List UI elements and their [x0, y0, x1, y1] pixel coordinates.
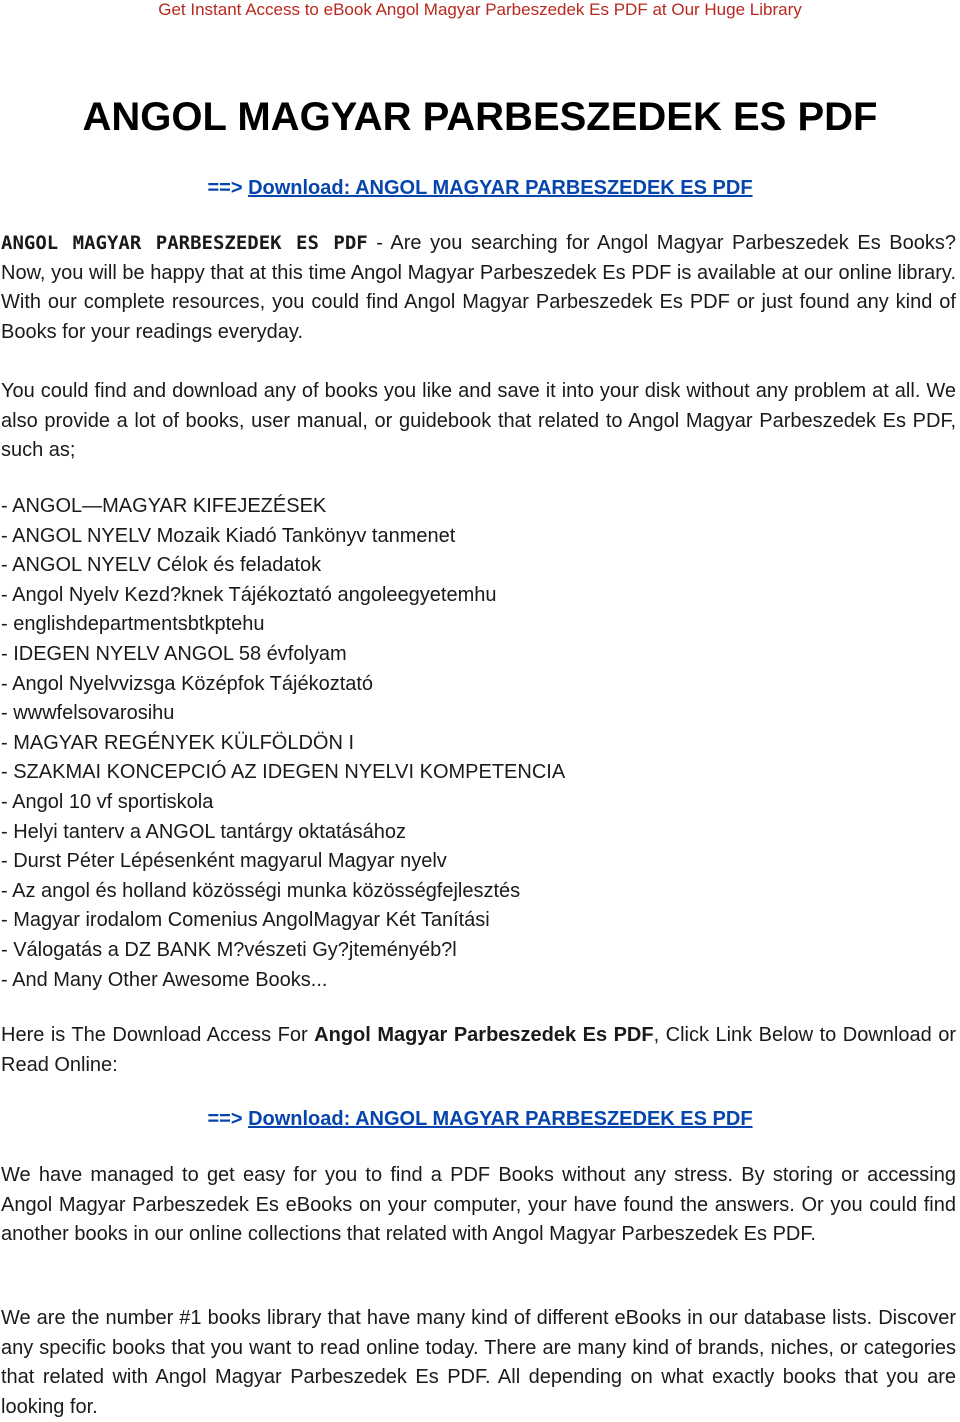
- access-book-name: Angol Magyar Parbeszedek Es PDF: [314, 1024, 654, 1046]
- list-item: - Helyi tanterv a ANGOL tantárgy oktatásához: [1, 820, 407, 843]
- list-item: - Durst Péter Lépésenként magyarul Magyar nyelv: [1, 850, 447, 873]
- list-item: - Válogatás a DZ BANK M?vészeti Gy?jteményéb?l: [1, 938, 457, 961]
- download-arrow: ==>: [207, 1108, 243, 1130]
- book-list: [1, 492, 565, 995]
- download-link-bottom[interactable]: Download: ANGOL MAGYAR PARBESZEDEK ES PDF: [248, 1108, 753, 1130]
- library-paragraph: We are the number #1 books library that have many kind of different eBooks in our database lists. Discover any specific books that you want to read online today. There are many kind of brands, niches, or categories that related with Angol Magyar Parbeszedek Es PDF. All depending on what exactly books that you are looking for.: [1, 1307, 956, 1418]
- storing-paragraph: We have managed to get easy for you to find a PDF Books without any stress. By storing or accessing Angol Magyar Parbeszedek Es eBooks on your computer, your have found the answers. Or you could find another books in our online collections that related with Angol Magyar Parbeszedek Es PDF.: [1, 1164, 956, 1245]
- access-paragraph: [1, 1021, 956, 1080]
- list-item: - SZAKMAI KONCEPCIÓ AZ IDEGEN NYELVI KOMPETENCIA: [1, 761, 566, 784]
- list-item: - Az angol és holland közösségi munka közösségfejlesztés: [1, 879, 521, 902]
- document-title: ANGOL MAGYAR PARBESZEDEK ES PDF: [82, 95, 878, 139]
- list-item: - IDEGEN NYELV ANGOL 58 évfolyam: [1, 642, 347, 665]
- list-item: - Angol Nyelvvizsga Középfok Tájékoztató: [1, 672, 374, 695]
- list-item: - MAGYAR REGÉNYEK KÜLFÖLDÖN I: [1, 731, 355, 754]
- intro-text: - Are you searching for Angol Magyar Parbeszedek Es Books? Now, you will be happy that at this time Angol Magyar Parbeszedek Es PDF is available at our online library. With our complete resources, you could find Angol Magyar Parbeszedek Es PDF or just found any kind of Books for your readings everyday.: [1, 232, 957, 343]
- access-text-after: , Click Link Below to Download or Read Online:: [1, 1024, 957, 1076]
- list-item: - Magyar irodalom Comenius AngolMagyar Két Tanítási: [1, 909, 490, 932]
- list-item: - wwwfelsovarosihu: [1, 702, 175, 725]
- list-item: - Angol Nyelv Kezd?knek Tájékoztató angoleegyetemhu: [1, 583, 497, 606]
- top-banner: Get Instant Access to eBook Angol Magyar Parbeszedek Es PDF at Our Huge Library: [158, 0, 802, 19]
- list-item: - englishdepartmentsbtkptehu: [1, 613, 265, 636]
- list-item: - Angol 10 vf sportiskola: [1, 790, 214, 813]
- intro-lead: ANGOL MAGYAR PARBESZEDEK ES PDF: [1, 232, 368, 254]
- access-text-before: Here is The Download Access For: [1, 1024, 315, 1046]
- resources-paragraph: You could find and download any of books you like and save it into your disk without any problem at all. We also provide a lot of books, user manual, or guidebook that related to Angol Magyar Parbeszedek Es PDF, such as;: [1, 380, 956, 461]
- download-line-top: [0, 177, 960, 200]
- list-item: - ANGOL NYELV Mozaik Kiadó Tankönyv tanmenet: [1, 524, 456, 547]
- list-item: - And Many Other Awesome Books...: [1, 968, 328, 991]
- list-item: - ANGOL—MAGYAR KIFEJEZÉSEK: [1, 495, 327, 517]
- download-arrow: ==>: [207, 177, 243, 199]
- intro-paragraph: [1, 229, 956, 347]
- download-line-bottom: [0, 1108, 960, 1131]
- download-link-top[interactable]: Download: ANGOL MAGYAR PARBESZEDEK ES PDF: [248, 177, 753, 199]
- list-item: - ANGOL NYELV Célok és feladatok: [1, 554, 322, 577]
